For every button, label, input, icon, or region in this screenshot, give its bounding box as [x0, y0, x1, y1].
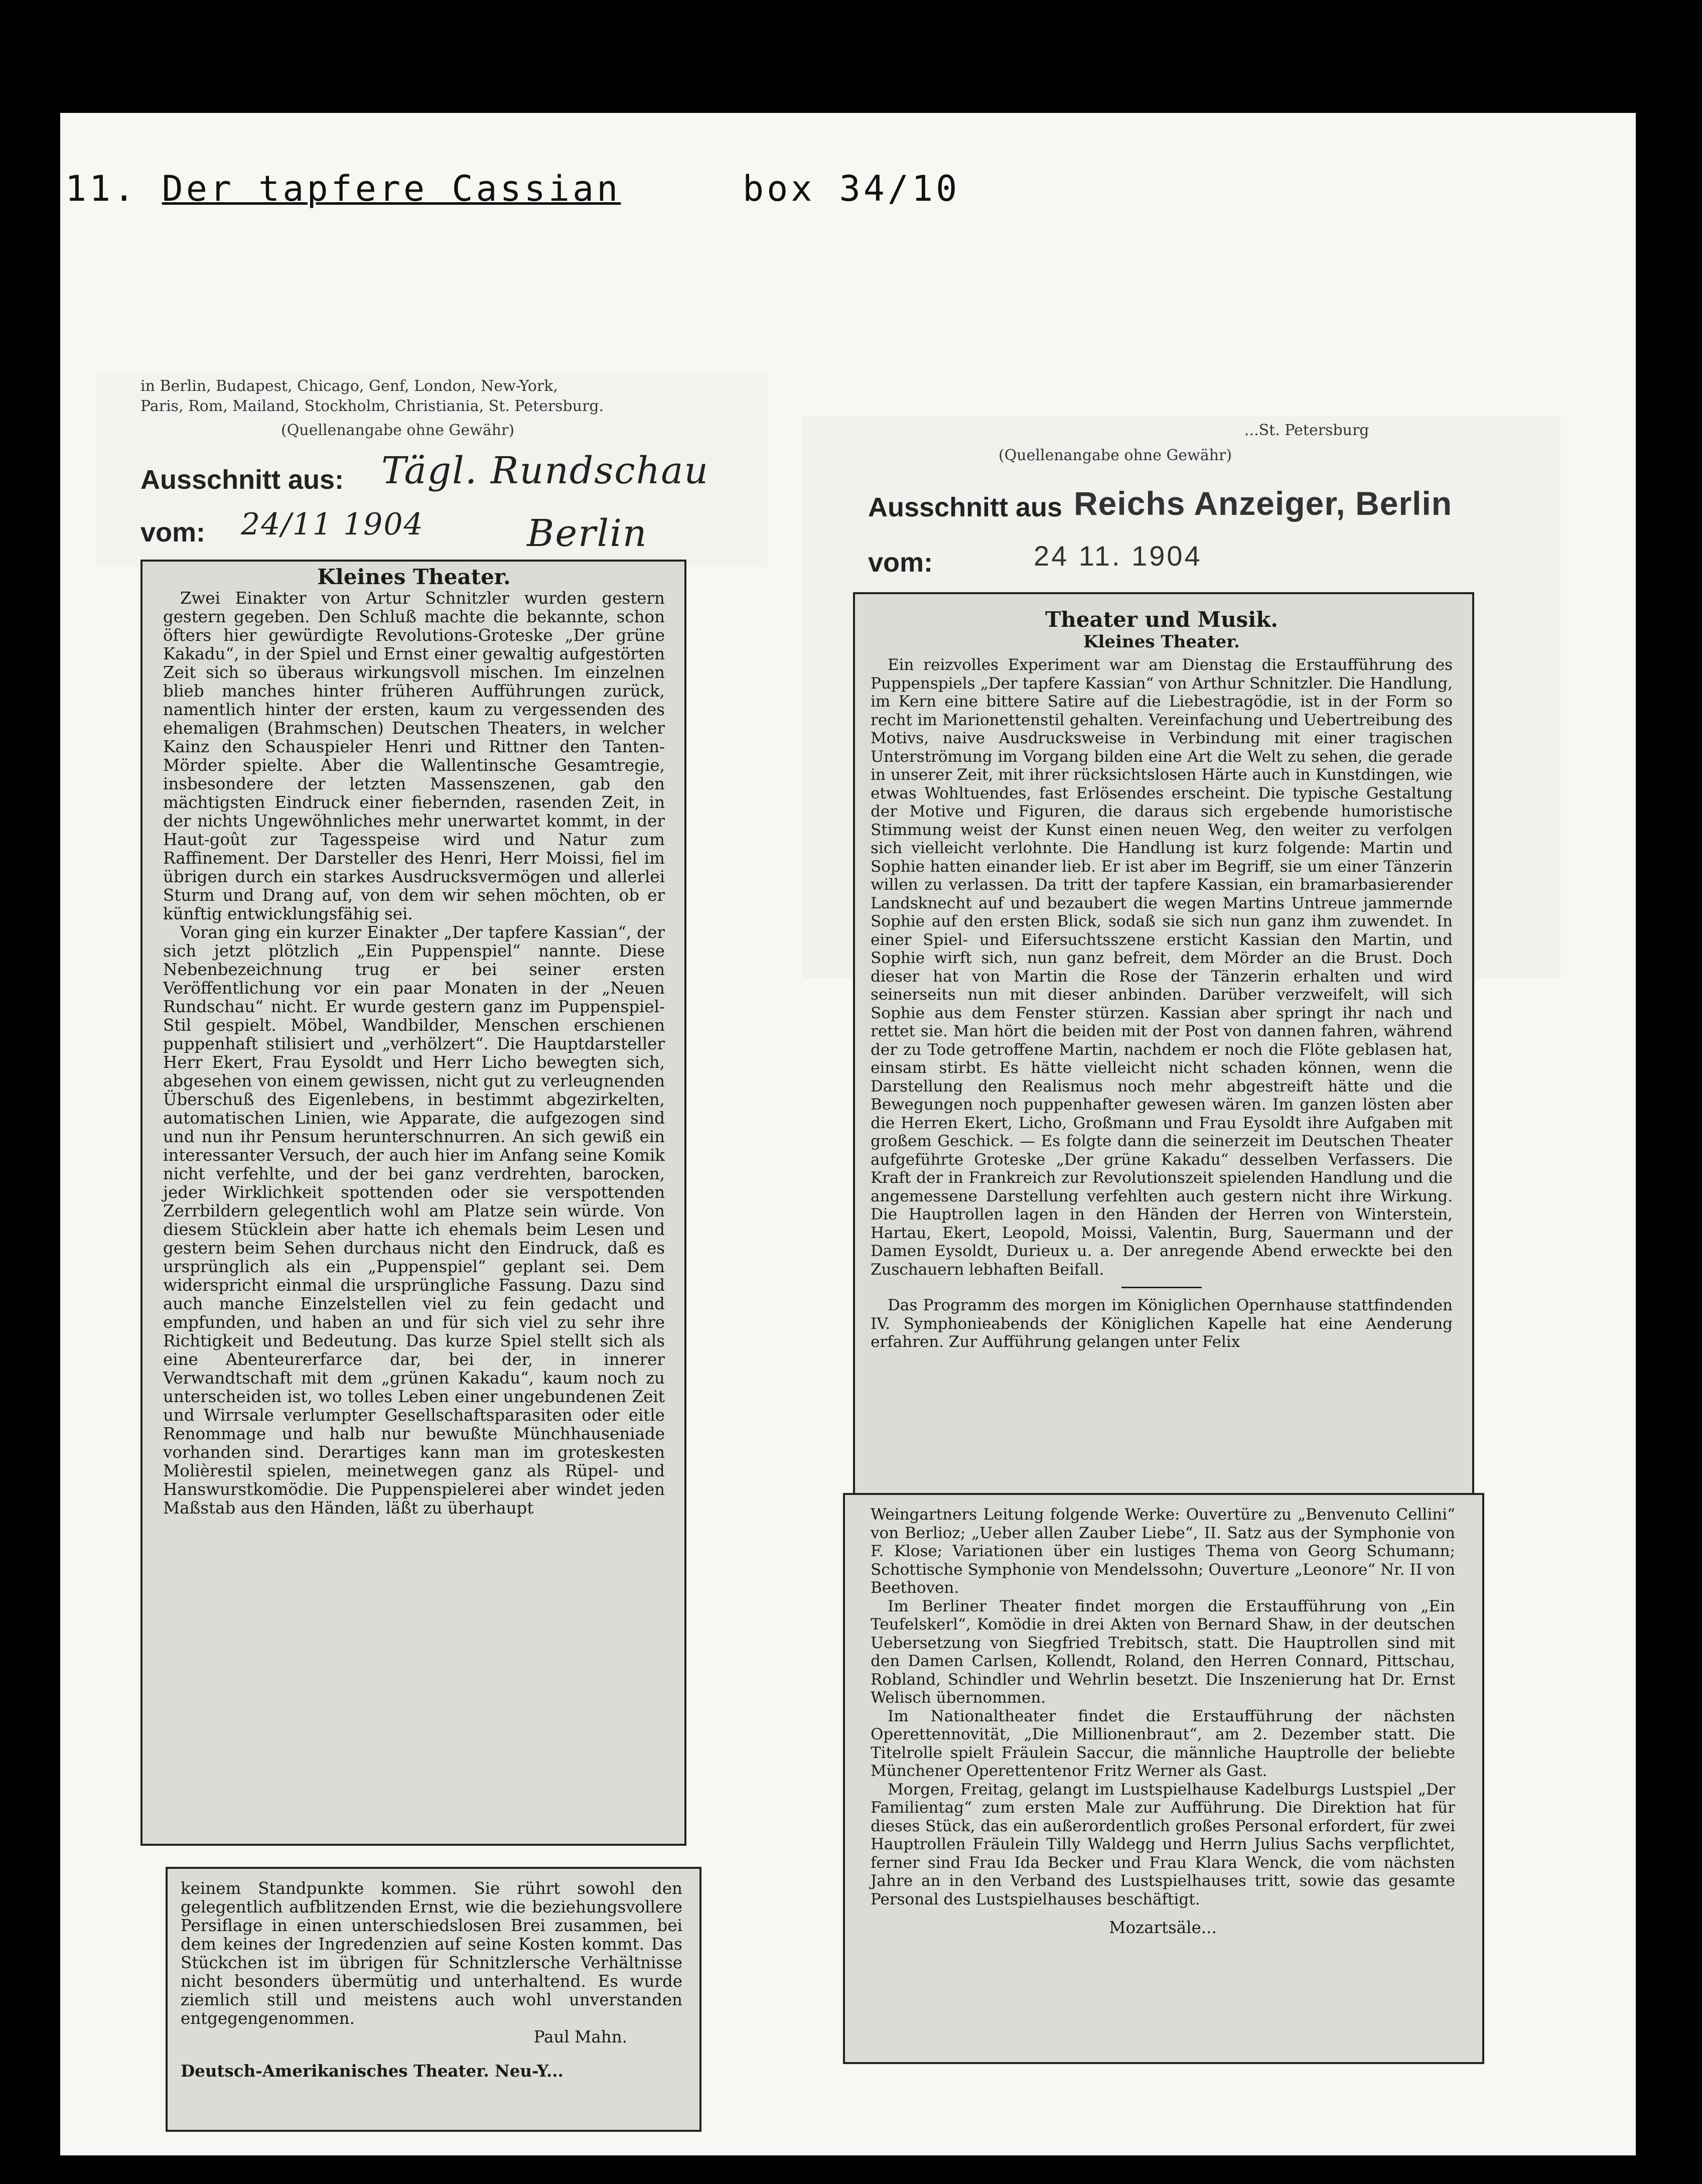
right-lower-paragraph-1: Weingartners Leitung folgende Werke: Ouvertüre zu „Benvenuto Cellini“ von Berlioz; „Ueber allen Zauber Liebe“, II. Satz aus der Symphonie von F. Klose; Variationen über ein lustiges Thema von Georg Schumann; Schottische Symphonie von Mendelssohn; Ouverture „Leonore“ Nr. II von Beethoven.: [871, 1506, 1455, 1597]
right-section-title: Theater und Musik.: [1045, 607, 1278, 632]
right-lower-paragraph-3: Im Nationaltheater findet die Erstaufführung der nächsten Operettennovität, „Die Millionenbraut“, am 2. Dezember statt. Die Titelrolle spielt Fräulein Saccur, die männliche Hauptrolle der beliebte Münchener Operettentenor Fritz Werner als Gast.: [871, 1707, 1455, 1780]
left-ausschnitt-label: Ausschnitt aus:: [140, 465, 344, 495]
right-lower-paragraph-4: Morgen, Freitag, gelangt im Lustspielhause Kadelburgs Lustspiel „Der Familientag“ zum ersten Male zur Aufführung. Die Direktion hat für dieses Stück, das ein außerordentlich großes Personal erfordert, für zwei Hauptrollen Fräulein Tilly Waldegg und Herrn Julius Sachs verpflichtet, ferner sind Frau Ida Becker und Frau Klara Wenck, die vom nächsten Jahre an in den Verband des Lustspielhauses tritt, sowie das gesamte Personal des Lustspielhauses beschäftigt.: [871, 1780, 1455, 1908]
left-bureau-line-1: in Berlin, Budapest, Chicago, Genf, London, New-York,: [140, 377, 558, 395]
left-article-title: Kleines Theater.: [317, 565, 511, 589]
left-paragraph-2: Voran ging ein kurzer Einakter „Der tapfere Kassian“, der sich jetzt plötzlich „Ein Puppenspiel“ nannte. Diese Nebenbezeichnung trug er bei seiner ersten Veröffentlichung vor ein paar Monaten in der „Neuen Rundschau“ nicht. Er wurde gestern ganz im Puppenspiel-Stil gespielt. Möbel, Wandbilder, Menschen erschienen puppenhaft stilisiert und „verhölzert“. Die Hauptdarsteller Herr Ekert, Frau Eysoldt und Herr Licho bewegten sich, abgesehen von einem gewissen, nicht gut zu verleugnenden Überschuß des Eigenlebens, in bestimmt abgezirkelten, automatischen Linien, wie Apparate, die aufgezogen sind und nun ihr Pensum herunterschnurren. An sich gewiß ein interessanter Versuch, der auch hier im Anfang seine Komik nicht verfehlte, und der bei ganz verdrehten, barocken, jeder Wirklichkeit spottenden oder sie verspottenden Zerrbildern gelegentlich wohl am Platze sein würde. Von diesem Stücklein aber hatte ich ehemals beim Lesen und gestern beim Sehen durchaus nicht den Eindruck, daß es ursprünglich als ein „Puppenspiel“ geplant sei. Dem widerspricht einmal die ursprüngliche Fassung. Dazu sind auch manche Einzelstellen viel zu fein gedacht und empfunden, und haben an und für sich viel zu sehr ihre Richtigkeit und Bedeutung. Das kurze Spiel stellt sich als eine Abenteurerfarce dar, bei der, in innerer Verwandtschaft mit dem „grünen Kakadu“, kaum noch zu unterscheiden ist, wo tolles Leben einer ungebundenen Zeit und Wirrsale verlumpter Gesellschaftsparasiten oder eitle Renommage und halb nur bewußte Münchhauseniade vorhanden sind. Derartiges kann man im groteskesten Molièrestil spielen, meinetwegen ganz als Rüpel- und Hanswurstkomödie. Die Puppenspielerei aber windet jeden Maßstab aus den Händen, läßt zu überhaupt: [163, 923, 665, 1518]
left-article: [163, 565, 665, 1518]
left-bureau-line-3: (Quellenangabe ohne Gewähr): [281, 422, 515, 439]
left-date-handwritten: 24/11 1904: [241, 507, 424, 542]
item-number: 11.: [65, 168, 138, 209]
right-paragraph-1: Ein reizvolles Experiment war am Dienstag die Erstaufführung des Puppenspiels „Der tapfere Kassian“ von Arthur Schnitzler. Die Handlung, im Kern eine bittere Satire auf die Liebestragödie, ist in der Form so recht im Marionettenstil gehalten. Vereinfachung und Uebertreibung des Motivs, naive Ausdrucksweise in Verbindung mit einer tragischen Unterströmung im Vorgang bilden eine Art die Welt zu sehen, die gerade in unserer Zeit, mit ihrer rücksichtslosen Härte auch in Kunstdingen, wie etwas Wohltuendes, fast Erlösendes erscheint. Die typische Gestaltung der Motive und Figuren, die daraus sich ergebende humoristische Stimmung weist der Kunst einen neuen Weg, den weiter zu verfolgen sich vielleicht verlohnte. Die Handlung ist kurz folgende: Martin und Sophie hatten einander lieb. Er ist aber im Begriff, sie um einer Tänzerin willen zu verlassen. Da tritt der tapfere Kassian, ein bramarbasierender Landsknecht auf und bezaubert die wegen Martins Untreue jammernde Sophie auf den ersten Blick, sodaß sie sich nun ganz ihm zuwendet. In einer Spiel- und Eifersuchtsszene ersticht Kassian den Martin, und Sophie wirft sich, nun ganz befreit, dem Mörder an die Brust. Doch dieser hat von Martin die Rose der Tänzerin erhalten und wird seinerseits nun mit dieser anbinden. Darüber verzweifelt, will sich Sophie aus dem Fenster stürzen. Kassian aber springt ihr nach und rettet sie. Man hört die beiden mit der Post von dannen fahren, während der zu Tode getroffene Martin, nachdem er noch die Flöte geblasen hat, einsam stirbt. Es hätte vielleicht nicht schaden können, wenn die Darstellung den Realismus noch mehr abgestreift hätte und die Bewegungen noch puppenhafter gewesen wären. Im ganzen lösten aber die Herren Ekert, Licho, Großmann und Frau Eysoldt ihre Aufgaben mit großem Geschick. — Es folgte dann die seinerzeit im Deutschen Theater aufgeführte Groteske „Der grüne Kakadu“ desselben Verfassers. Die Kraft der in Frankreich zur Revolutionszeit spielenden Handlung und die angemessene Darstellung verfehlten auch gestern nicht ihre Wirkung. Die Hauptrollen lagen in den Händen der Herren von Winterstein, Hartau, Ekert, Leopold, Moissi, Valentin, Burg, Sauermann und der Damen Eysoldt, Durieux u. a. Der anregende Abend erweckte bei den Zuschauern lebhaften Beifall.: [871, 656, 1453, 1279]
right-date-stamp: 24 11. 1904: [1034, 540, 1202, 572]
play-title: Der tapfere Cassian: [162, 168, 621, 209]
left-vom-label: vom:: [140, 517, 206, 548]
right-cut-line: Mozartsäle...: [1109, 1918, 1217, 1937]
right-ausschnitt-label: Ausschnitt aus: [868, 492, 1063, 522]
right-lower-article: [871, 1506, 1455, 1937]
left-city-handwritten: Berlin: [527, 512, 648, 555]
right-lower-paragraph-2: Im Berliner Theater findet morgen die Erstaufführung von „Ein Teufelskerl“, Komödie in drei Akten von Bernard Shaw, in der deutschen Uebersetzung von Siegfried Trebitsch, statt. Die Hauptrollen sind mit den Damen Carlsen, Kollendt, Roland, den Herren Connard, Pittschau, Robland, Schindler und Wehrlin besetzt. Die Inszenierung hat Dr. Ernst Welisch übernommen.: [871, 1597, 1455, 1707]
left-signature: Paul Mahn.: [533, 2027, 627, 2046]
page-header: [65, 168, 621, 209]
left-cut-line: Deutsch-Amerikanisches Theater. Neu-Y...: [181, 2061, 563, 2081]
right-source-stamp: Reichs Anzeiger, Berlin: [1074, 485, 1453, 522]
right-bureau-line: (Quellenangabe ohne Gewähr): [999, 447, 1232, 464]
box-number: box 34/10: [743, 168, 960, 209]
right-divider: [1121, 1287, 1202, 1288]
right-opera-lead: Das Programm des morgen im Königlichen Opernhause stattfindenden IV. Symphonieabends der Königlichen Kapelle hat eine Aenderung erfahren. Zur Aufführung gelangen unter Felix: [871, 1296, 1453, 1351]
left-source-handwritten: Tägl. Rundschau: [381, 449, 710, 492]
left-continuation: [181, 1879, 682, 2080]
left-continuation-text: keinem Standpunkte kommen. Sie rührt sowohl den gelegentlich aufblitzenden Ernst, wie die beziehungsvollere Persiflage in einen unterschiedslosen Brei zusammen, bei dem keines der Ingredenzien auf seine Kosten kommt. Das Stückchen ist im übrigen für Schnitzlersche Verhältnisse nicht besonders übermütig und unterhaltend. Es wurde ziemlich still und meistens auch wohl unverstanden entgegengenommen.: [181, 1879, 682, 2028]
right-vom-label: vom:: [868, 548, 933, 578]
left-bureau-line-2: Paris, Rom, Mailand, Stockholm, Christiania, St. Petersburg.: [140, 397, 604, 415]
right-article-title: Kleines Theater.: [1083, 632, 1240, 652]
right-article: [871, 607, 1453, 1351]
right-bureau-top: ...St. Petersburg: [1244, 422, 1369, 439]
left-paragraph-1: Zwei Einakter von Artur Schnitzler wurden gestern gestern gegeben. Den Schluß machte die bekannte, schon öfters hier gewürdigte Revolutions-Groteske „Der grüne Kakadu“, in der Spiel und Ernst einer gewaltig aufgestörten Zeit sich so überaus wirkungsvoll mischen. Im einzelnen blieb manches hinter früheren Aufführungen zurück, namentlich hinter der ersten, kaum zu vergessenden des ehemaligen (Brahmschen) Deutschen Theaters, in welcher Kainz den Schauspieler Henri und Rittner den Tanten-Mörder spielte. Aber die Wallentinsche Gesamtregie, insbesondere der letzten Massenszenen, gab den mächtigsten Eindruck einer fiebernden, rasenden Zeit, in der nichts Ungewöhnliches mehr unerwartet kommt, in der Haut-goût zur Tagesspeise wird und Natur zum Raffinement. Der Darsteller des Henri, Herr Moissi, fiel im übrigen durch ein starkes Ausdrucksvermögen und allerlei Sturm und Drang auf, von dem wir sehen möchten, ob er künftig entwicklungsfähig sei.: [163, 589, 665, 923]
